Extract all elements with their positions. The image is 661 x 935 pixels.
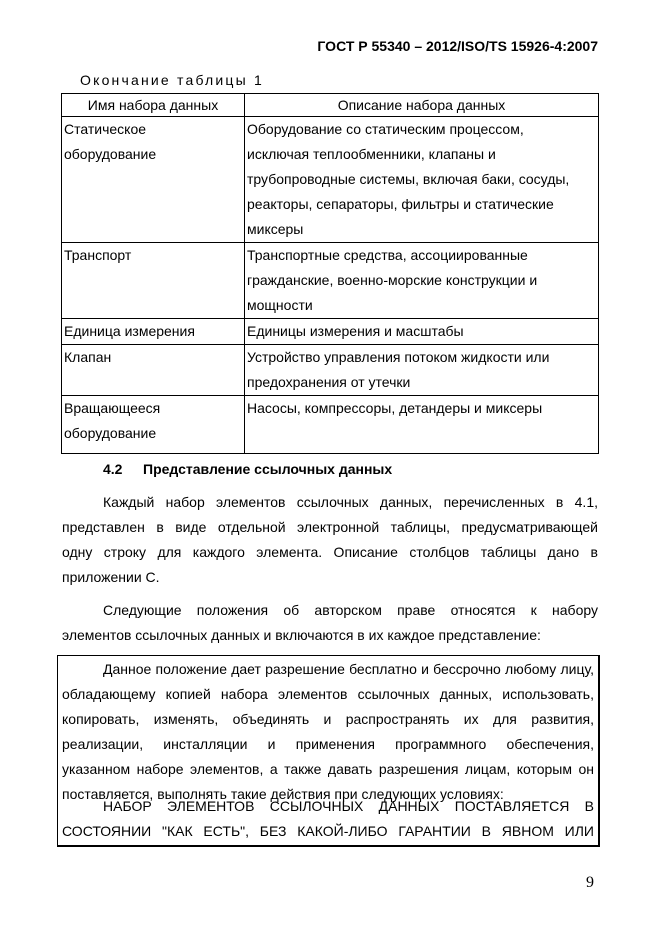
cell-line: Единица измерения [64,323,195,339]
table-caption: Окончание таблицы 1 [80,72,264,88]
cell-line: Единицы измерения и масштабы [247,323,464,339]
dataset-name-cell [62,243,245,319]
cell-line: Оборудование со статическим процессом, [247,121,524,137]
section-heading [103,461,392,477]
table-row [62,319,599,345]
cell-line: Устройство управления потоком жидкости или [247,349,550,365]
dataset-description-cell [245,117,599,243]
cell-line: Насосы, компрессоры, детандеры и миксеры [247,400,543,416]
dataset-name-cell [62,117,245,243]
cell-line: предохранения от утечки [247,374,411,390]
dataset-name-cell [62,345,245,396]
cell-line: оборудование [64,146,157,162]
cell-line: исключая теплообменники, клапаны и [247,146,496,162]
copyright-notice-box [57,655,600,847]
text-line: обладающему копией набора элементов ссылочных данных, использовать, [62,686,594,702]
dataset-description-cell [245,396,599,454]
paragraph-1 [62,490,598,590]
table-row [62,243,599,319]
table-row [62,117,599,243]
cell-line: мощности [247,297,313,313]
text-line: представлен в виде отдельной электронной таблицы, предусматривающей [62,519,598,535]
dataset-name-cell [62,396,245,454]
text-line: копировать, изменять, объединять и распространять их для развития, [62,711,594,727]
cell-line: трубопроводные системы, включая баки, сосуды, [247,171,570,187]
text-line: Данное положение дает разрешение бесплатно и бессрочно любому лицу, [103,661,594,677]
text-line: реализации, инсталляции и применения программного обеспечения, [62,736,594,752]
text-line: Каждый набор элементов ссылочных данных, перечисленных в 4.1, [103,494,598,510]
cell-line: Вращающееся [64,400,161,416]
cell-line: Транспортные средства, ассоциированные [247,247,528,263]
cell-line: реакторы, сепараторы, фильтры и статические [247,196,554,212]
section-number: 4.2 [103,461,123,477]
copyright-paragraph-2 [62,794,594,844]
document-header: ГОСТ Р 55340 – 2012/ISO/TS 15926-4:2007 [317,38,598,54]
copyright-paragraph-1 [62,657,594,807]
cell-line: миксеры [247,221,304,237]
text-line: НАБОР ЭЛЕМЕНТОВ ССЫЛОЧНЫХ ДАННЫХ ПОСТАВЛЯЕТСЯ В [103,798,594,814]
dataset-name-cell [62,319,245,345]
cell-line: оборудование [64,425,157,441]
page-number: 9 [586,874,594,891]
text-line: элементов ссылочных данных и включаются в их каждое представление: [62,627,541,643]
column-header-name: Имя набора данных [62,94,245,117]
text-line: СОСТОЯНИИ "КАК ЕСТЬ", БЕЗ КАКОЙ-ЛИБО ГАРАНТИИ В ЯВНОМ ИЛИ [62,823,594,839]
column-header-description: Описание набора данных [245,94,599,117]
cell-line: Транспорт [64,247,132,263]
dataset-description-cell [245,319,599,345]
table-row [62,396,599,454]
text-line: указанном наборе элементов, а также давать разрешения лицам, которым он [62,761,594,777]
text-line: поставляется, выполнять такие действия при следующих условиях: [62,786,504,802]
text-line: одну строку для каждого элемента. Описание столбцов таблицы дано в [62,544,598,560]
paragraph-2 [62,598,598,648]
data-sets-table [61,93,599,454]
text-line: Следующие положения об авторском праве относятся к набору [103,602,598,618]
dataset-description-cell [245,345,599,396]
cell-line: Статическое [64,121,147,137]
cell-line: гражданские, военно-морские конструкции и [247,272,538,288]
dataset-description-cell [245,243,599,319]
table-row [62,345,599,396]
section-title: Представление ссылочных данных [143,461,393,477]
cell-line: Клапан [64,349,112,365]
text-line: приложении С. [62,569,160,585]
